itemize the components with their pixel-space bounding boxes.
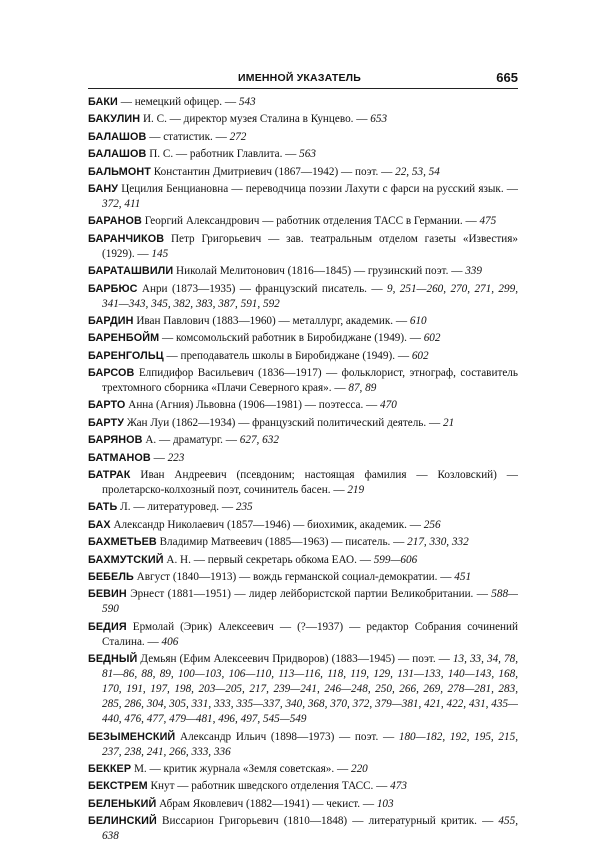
entry-pages: 602: [423, 332, 441, 345]
entry-name: БАКУЛИН: [88, 113, 141, 126]
entry-name: БАРТУ: [88, 416, 125, 429]
index-entry: [88, 468, 518, 498]
index-entry: [88, 797, 518, 812]
entry-pages: 475: [479, 215, 497, 228]
index-entry: [88, 814, 518, 844]
entry-description: Иван Павлович (1883—1960) — металлург, академик. —: [133, 314, 410, 327]
index-entry: [88, 535, 518, 550]
entry-description: Август (1840—1913) — вождь германской социал-демократии. —: [133, 570, 455, 583]
entry-description: Цецилия Бенциановна — переводчица поэзии Лахути с фарси на русский язык. —: [118, 182, 518, 195]
entry-pages: 235: [235, 501, 253, 514]
index-entry: [88, 232, 518, 262]
entry-pages: 599—606: [373, 553, 418, 566]
entry-name: БАТМАНОВ: [88, 451, 151, 464]
entry-description: Георгий Александрович — работник отделения ТАСС в Германии. —: [141, 215, 480, 228]
entry-description: Демьян (Ефим Алексеевич Придворов) (1883—1945) — поэт. —: [137, 653, 453, 666]
entry-description: — преподаватель школы в Биробиджане (1949). —: [163, 349, 412, 362]
index-entry: [88, 130, 518, 145]
entry-name: БАРАНОВ: [88, 215, 142, 228]
index-entry: [88, 553, 518, 568]
entry-pages: 473: [390, 780, 407, 793]
entry-name: БЕЛИНСКИЙ: [88, 815, 157, 828]
entry-pages: 588—590: [102, 588, 518, 616]
entry-name: БАРТО: [88, 399, 126, 412]
entry-pages: 87, 89: [348, 382, 377, 395]
entry-name: БАРДИН: [88, 314, 134, 327]
entry-name: БЕДИЯ: [88, 620, 127, 633]
entry-description: Константин Дмитриевич (1867—1942) — поэт. —: [150, 165, 396, 178]
entry-name: БАРЯНОВ: [88, 434, 143, 447]
entry-pages: 21: [443, 416, 455, 429]
entry-name: БАРБЮС: [88, 282, 138, 295]
entry-description: —: [150, 451, 168, 464]
entry-name: БАЛАШОВ: [88, 148, 147, 161]
entry-name: БАРЕНБОЙМ: [88, 332, 160, 345]
entry-description: — статистик. —: [146, 130, 230, 143]
entry-pages: 627, 632: [239, 434, 279, 447]
entry-pages: 372, 411: [102, 197, 141, 210]
entry-pages: 9, 251—260, 270, 271, 299, 341—343, 345, 382, 383, 387, 591, 592: [102, 282, 518, 310]
entry-pages: 339: [465, 265, 482, 278]
index-entry: [88, 518, 518, 533]
entry-name: БАНУ: [88, 182, 119, 195]
index-entry: [88, 147, 518, 162]
index-entry: [88, 349, 518, 364]
entry-description: Владимир Матвеевич (1885—1963) — писатель. —: [156, 536, 408, 549]
entry-name: БАТЬ: [88, 501, 118, 514]
entry-description: Л. — литературовед. —: [117, 501, 236, 514]
entry-name: БАХ: [88, 518, 111, 531]
entry-name: БАРАТАШВИЛИ: [88, 265, 174, 278]
index-entry: [88, 264, 518, 279]
entry-pages: 610: [409, 314, 427, 327]
entry-pages: 451: [454, 570, 472, 583]
entry-pages: 470: [380, 399, 397, 412]
index-entry: [88, 314, 518, 329]
entry-description: И. С. — директор музея Сталина в Кунцево. —: [140, 113, 371, 126]
entry-description: Жан Луи (1862—1934) — французский политический деятель. —: [124, 416, 443, 429]
entry-pages: 653: [370, 113, 388, 126]
entry-description: Александр Николаевич (1857—1946) — биохимик, академик. —: [110, 518, 424, 531]
entry-name: БАРЕНГОЛЬЦ: [88, 349, 164, 362]
entry-description: Виссарион Григорьевич (1810—1848) — литературный критик. —: [156, 815, 499, 828]
entry-pages: 22, 53, 54: [395, 165, 440, 178]
entry-name: БАРСОВ: [88, 367, 135, 380]
entry-description: Иван Андреевич (псевдоним; настоящая фамилия — Козловский) — пролетарско-колхозный поэт, сочинитель басен. —: [102, 469, 518, 497]
entry-pages: 602: [411, 349, 429, 362]
entry-name: БАХМУТСКИЙ: [88, 553, 164, 566]
entry-description: Николай Мелитонович (1816—1845) — грузинский поэт. —: [173, 265, 466, 278]
entry-description: — немецкий офицер. —: [117, 96, 239, 108]
entry-description: А. Н. — первый секретарь обкома ЕАО. —: [163, 553, 374, 566]
entry-pages: 145: [151, 247, 169, 260]
entry-description: Елпидифор Васильевич (1836—1917) — фольклорист, этнограф, составитель трехтомного сборника «Плачи Северного края». —: [102, 367, 518, 395]
entry-pages: 406: [161, 635, 179, 648]
entry-pages: 563: [299, 148, 316, 161]
entry-name: БЕВИН: [88, 588, 127, 601]
index-entry: [88, 366, 518, 396]
entry-name: БАКИ: [88, 96, 118, 108]
entry-description: Ермолай (Эрик) Алексеевич — (?—1937) — редактор Собрания сочинений Сталина. —: [102, 620, 518, 648]
entry-pages: 455, 638: [102, 815, 518, 843]
index-entry: [88, 398, 518, 413]
entry-description: — комсомольский работник в Биробиджане (1949). —: [159, 332, 424, 345]
entry-description: Эрнест (1881—1951) — лидер лейбористской партии Великобритании. —: [126, 588, 492, 601]
header-title: ИМЕННОЙ УКАЗАТЕЛЬ: [238, 72, 361, 84]
entry-name: БЕЗЫМЕНСКИЙ: [88, 730, 176, 743]
index-entry: [88, 620, 518, 650]
entry-name: БЕЛЕНЬКИЙ: [88, 797, 157, 810]
index-entry: [88, 282, 518, 312]
index-entry: [88, 779, 518, 794]
entry-description: П. С. — работник Главлита. —: [146, 148, 300, 161]
entry-name: БЕККЕР: [88, 762, 132, 775]
name-index-list: [88, 95, 518, 847]
index-entry: [88, 182, 518, 212]
entry-description: А. — драматург. —: [142, 434, 240, 447]
index-entry: [88, 165, 518, 180]
index-entry: [88, 500, 518, 515]
entry-name: БАЛАШОВ: [88, 130, 147, 143]
entry-pages: 217, 330, 332: [407, 536, 469, 549]
entry-pages: 272: [229, 130, 247, 143]
index-entry: [88, 451, 518, 466]
running-header: [88, 72, 518, 89]
entry-pages: 543: [238, 96, 256, 108]
entry-pages: 13, 33, 34, 78, 81—86, 88, 89, 100—103, 106—110, 113—116, 118, 119, 129, 131—133, 140—143, 168, 170, 191, 197, 198, 203—205, 217, 239—241, 246—248, 250, 266, 269, 278—281, 283, 285, 286, 304, 305, 331, 333, 335—337, 340, 368, 370, 372, 379—381, 421, 422, 431, 435—440, 476, 477, 479—481, 496, 497, 545—549: [102, 653, 518, 726]
index-entry: [88, 214, 518, 229]
index-entry: [88, 570, 518, 585]
entry-pages: 220: [350, 762, 368, 775]
index-entry: [88, 112, 518, 127]
entry-description: Петр Григорьевич — зав. театральным отделом газеты «Известия» (1929). —: [102, 232, 518, 260]
index-entry: [88, 433, 518, 448]
index-entry: [88, 95, 518, 110]
entry-description: Абрам Яковлевич (1882—1941) — чекист. —: [156, 797, 377, 810]
entry-name: БАХМЕТЬЕВ: [88, 536, 157, 549]
index-entry: [88, 587, 518, 617]
entry-description: Кнут — работник шведского отделения ТАСС. —: [147, 780, 391, 793]
entry-description: Анри (1873—1935) — французский писатель. —: [137, 282, 387, 295]
entry-name: БЕКСТРЕМ: [88, 780, 148, 793]
index-entry: [88, 762, 518, 777]
entry-pages: 256: [423, 518, 441, 531]
index-entry: [88, 416, 518, 431]
entry-description: М. — критик журнала «Земля советская». —: [131, 762, 351, 775]
entry-name: БЕДНЫЙ: [88, 653, 138, 666]
entry-name: БЕБЕЛЬ: [88, 570, 134, 583]
index-entry: [88, 652, 518, 727]
index-entry: [88, 331, 518, 346]
entry-pages: 180—182, 192, 195, 215, 237, 238, 241, 266, 333, 336: [102, 730, 518, 758]
entry-name: БАТРАК: [88, 469, 131, 482]
entry-name: БАЛЬМОНТ: [88, 165, 151, 178]
page-number: 665: [496, 70, 518, 85]
entry-pages: 219: [347, 484, 365, 497]
entry-pages: 103: [376, 797, 394, 810]
entry-pages: 223: [167, 451, 185, 464]
index-entry: [88, 730, 518, 760]
entry-description: Александр Ильич (1898—1973) — поэт. —: [175, 730, 399, 743]
entry-description: Анна (Агния) Львовна (1906—1981) — поэтесса. —: [125, 399, 381, 412]
entry-name: БАРАНЧИКОВ: [88, 232, 165, 245]
